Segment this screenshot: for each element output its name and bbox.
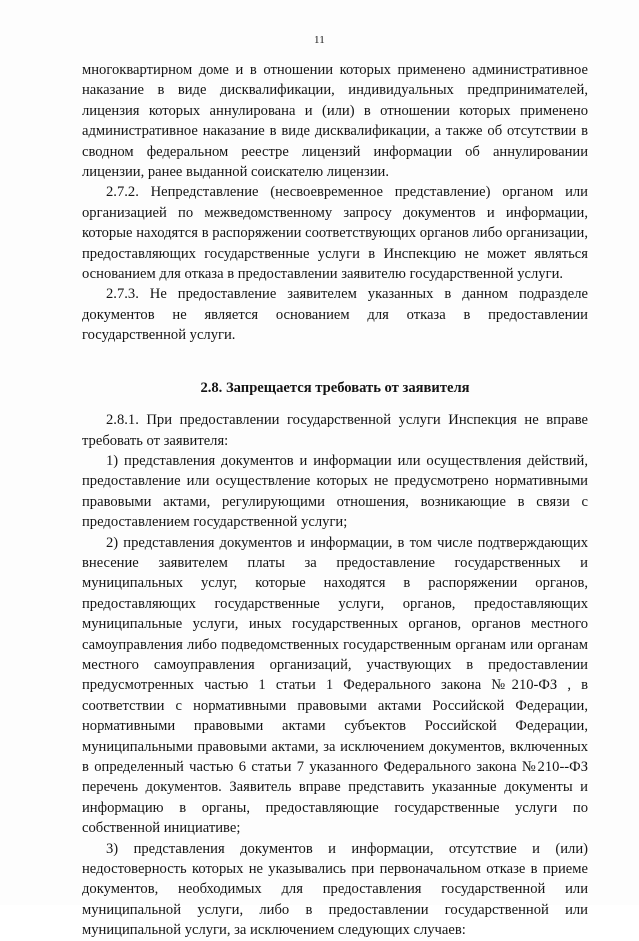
- paragraph-2-7-3: 2.7.3. Не предоставление заявителем указанных в данном подразделе документов не является основанием для отказа в предоставлении государственной услуги.: [82, 286, 588, 344]
- document-body: [82, 60, 588, 941]
- paragraph-continuation: многоквартирном доме и в отношении которых применено административное наказание в виде дисквалификации, индивидуальных предпринимателей, лицензия которых аннулирована и (или) в отношении которых применено административное наказание в виде дисквалификации, а также об отсутствии в сводном федеральном реестре лицензий информации об аннулировании лицензии, ранее выданной соискателю лицензии.: [82, 62, 588, 181]
- list-item-1: 1) представления документов и информации или осуществления действий, предоставление или осуществление которых не предусмотрено нормативными правовыми актами, регулирующими отношения, возникающие в связи с предоставлением государственной услуги;: [82, 452, 588, 531]
- paragraph-2-7-2: 2.7.2. Непредставление (несвоевременное представление) органом или организацией по межведомственному запросу документов и информации, которые находятся в распоряжении соответствующих органов либо организации, предоставляющих государственные услуги в Инспекцию не может являться основанием для отказа в предоставлении заявителю государственной услуги.: [82, 184, 588, 283]
- section-title: 2.8. Запрещается требовать от заявителя: [200, 379, 470, 396]
- paragraph-2-8-1: 2.8.1. При предоставлении государственной услуги Инспекция не вправе требовать от заявителя:: [82, 412, 588, 449]
- list-item-3: 3) представления документов и информации, отсутствие и (или) недостоверность которых не указывались при первоначальном отказе в приеме документов, необходимых для предоставления государственной или муниципальной услуги, либо в предоставлении государственной или муниципальной услуги, за исключением следующих случаев:: [82, 840, 588, 939]
- list-item-2: 2) представления документов и информации, в том числе подтверждающих внесение заявителем платы за предоставление государственных и муниципальных услуг, которые находятся в распоряжении органов, предоставляющих государственные услуги, органов, предоставляющих муниципальные услуги, иных государственных органов, органов местного самоуправления либо подведомственных государственным органам или органам местного самоуправления организаций, участвующих в предоставлении предусмотренных частью 1 статьи 1 Федерального закона №210-ФЗ , в соответствии с нормативными правовыми актами Российской Федерации, нормативными правовыми актами субъектов Российской Федерации, муниципальными правовыми актами, за исключением документов, включенных в определенный частью 6 статьи 7 указанного Федерального закона №210--ФЗ перечень документов. Заявитель вправе представить указанные документы и информацию в органы, предоставляющие государственные услуги по собственной инициативе;: [82, 534, 588, 837]
- page-number: 11: [314, 34, 325, 46]
